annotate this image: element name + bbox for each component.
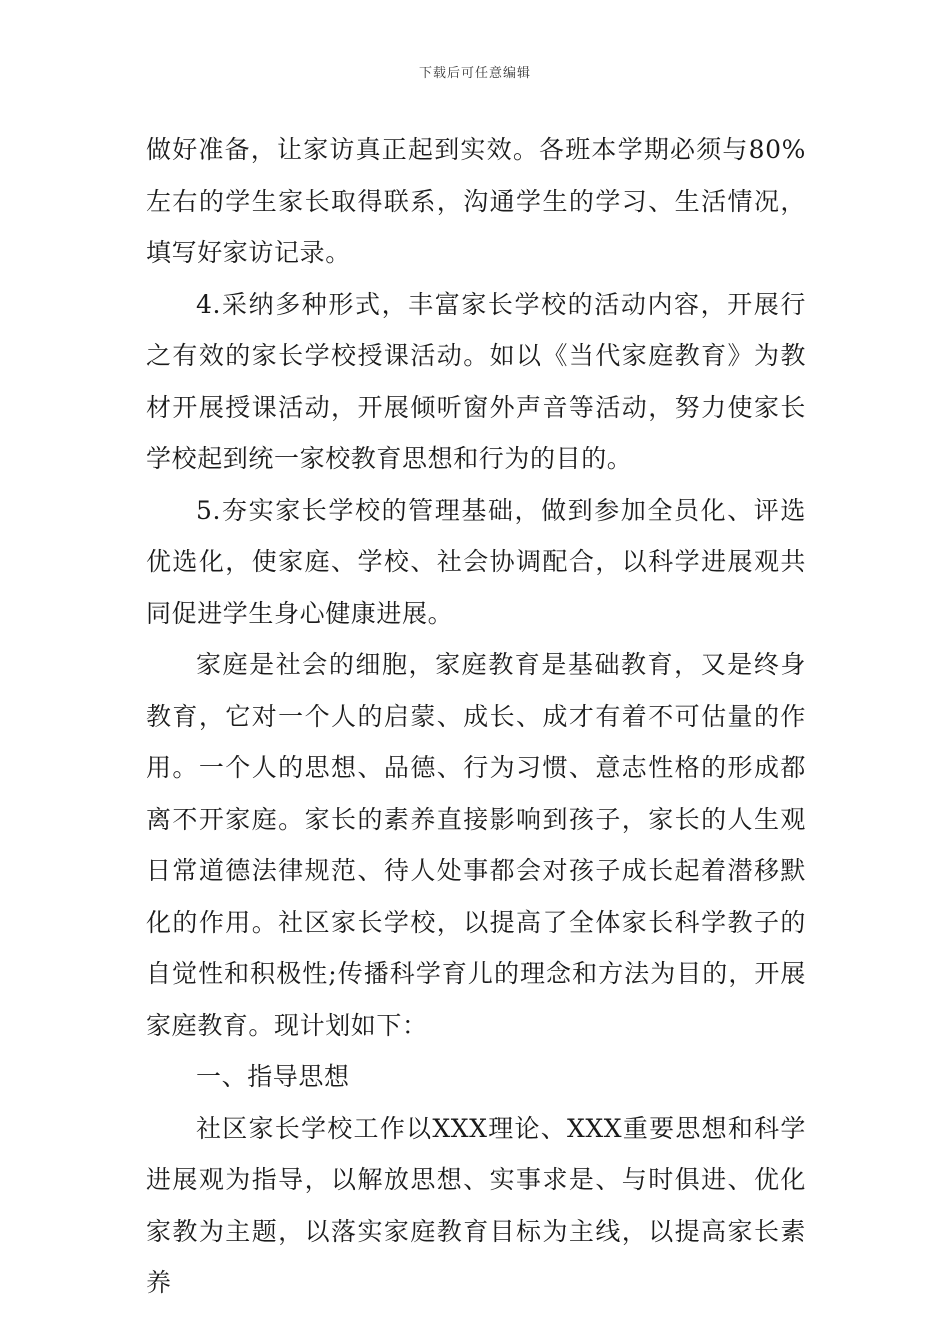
section-heading: 一、指导思想 — [196, 1062, 350, 1091]
paragraph-4: 家庭是社会的细胞，家庭教育是基础教育，又是终身教育，它对一个人的启蒙、成长、成才有着不可估量的作用。一个人的思想、品德、行为习惯、意志性格的形成都离不开家庭。家长的素养直接影响到孩子，家长的人生观日常道德法律规范、待人处事都会对孩子成长起着潜移默化的作用。社区家长学校，以提高了全体家长科学教子的自觉性和积极性;传播科学育儿的理念和方法为目的，开展家庭教育。现计划如下： — [146, 650, 806, 1040]
paragraph-2: 4.采纳多种形式，丰富家长学校的活动内容，开展行之有效的家长学校授课活动。如以《当代家庭教育》为教材开展授课活动，开展倾听窗外声音等活动，努力使家长学校起到统一家校教育思想和行为的目的。 — [146, 289, 806, 473]
paragraph-3: 5.夯实家长学校的管理基础，做到参加全员化、评选优选化，使家庭、学校、社会协调配合，以科学进展观共同促进学生身心健康进展。 — [146, 495, 806, 628]
page-header: 下载后可任意编辑 — [418, 66, 531, 81]
paragraph-1: 做好准备，让家访真正起到实效。各班本学期必须与80%左右的学生家长取得联系，沟通学生的学习、生活情况，填写好家访记录。 — [146, 135, 806, 267]
paragraph-5: 社区家长学校工作以XXX理论、XXX重要思想和科学进展观为指导，以解放思想、实事求是、与时俱进、优化家教为主题，以落实家庭教育目标为主线，以提高家长素养 — [146, 1113, 806, 1297]
document-body — [146, 124, 806, 1309]
